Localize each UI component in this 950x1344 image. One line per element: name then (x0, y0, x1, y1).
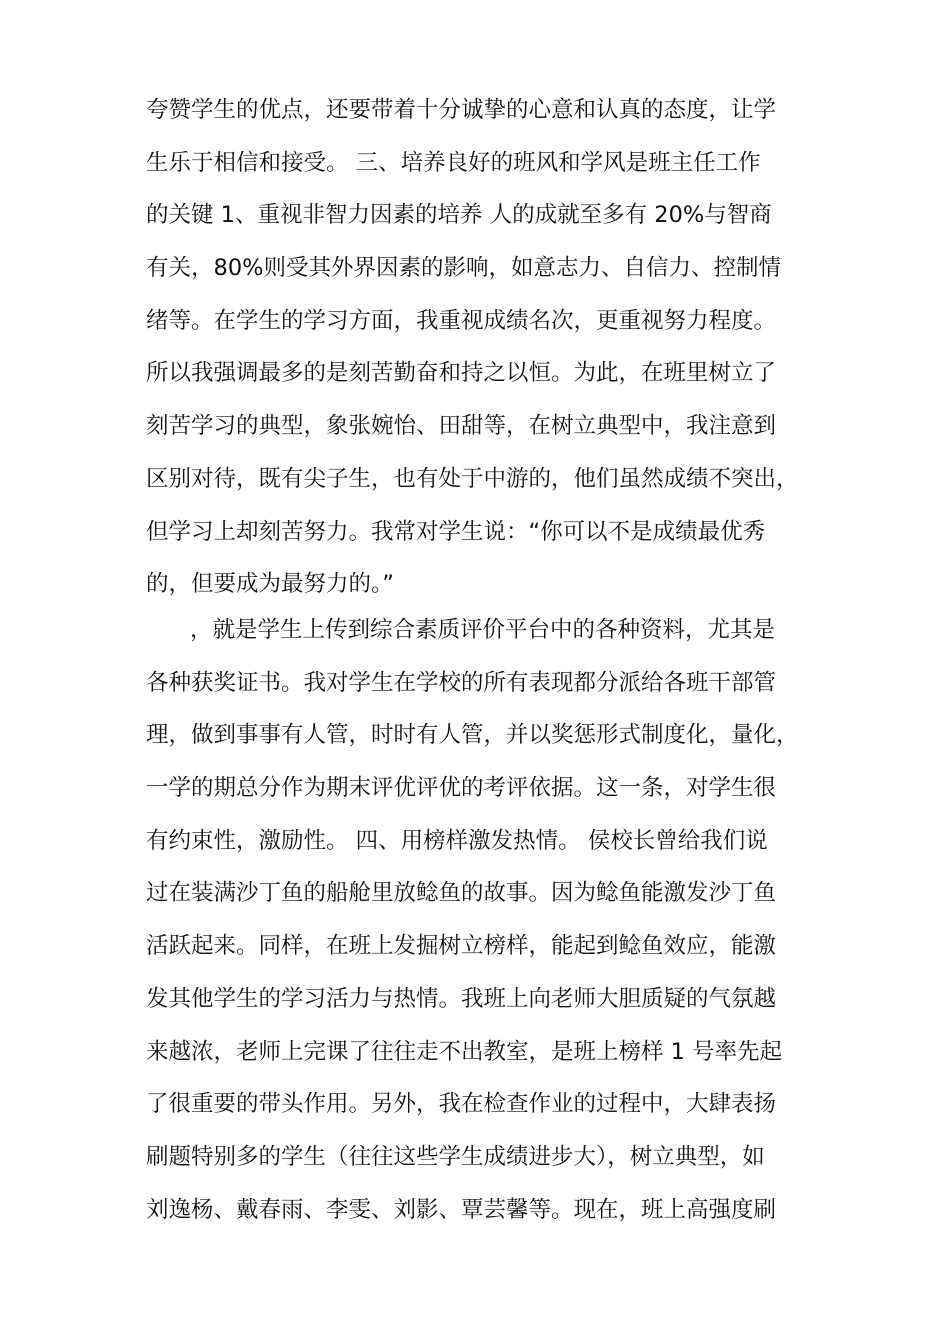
text-line: 活跃起来。同样，在班上发掘树立榜样，能起到鲶鱼效应，能激 (146, 933, 777, 960)
text-line: 来越浓，老师上完课了往往走不出教室，是班上榜样 1 号率先起 (146, 1038, 783, 1065)
text-line: 生乐于相信和接受。 三、培养良好的班风和学风是班主任工作 (146, 149, 761, 176)
text-line: ，就是学生上传到综合素质评价平台中的各种资料，尤其是 (190, 617, 776, 643)
text-line: 刘逸杨、戴春雨、李雯、刘影、覃芸馨等。现在，班上高强度刷 (146, 1196, 777, 1223)
text-line: 过在装满沙丁鱼的船舱里放鲶鱼的故事。因为鲶鱼能激发沙丁鱼 (146, 880, 777, 907)
text-line: 夸赞学生的优点，还要带着十分诚挚的心意和认真的态度，让学 (146, 97, 777, 123)
text-line: 但学习上却刻苦努力。我常对学生说：“你可以不是成绩最优秀 (146, 518, 766, 545)
paragraph-2 (146, 604, 818, 1236)
text-line: 刷题特别多的学生（往往这些学生成绩进步大），树立典型，如 (146, 1143, 765, 1170)
text-line: 的关键 1、重视非智力因素的培养 人的成就至多有 20%与智商 (146, 202, 772, 229)
text-line: 了很重要的带头作用。另外，我在检查作业的过程中，大肆表扬 (146, 1091, 777, 1118)
text-line: 有关，80%则受其外界因素的影响，如意志力、自信力、控制情 (146, 255, 782, 282)
text-line: 所以我强调最多的是刻苦勤奋和持之以恒。为此，在班里树立了 (146, 360, 777, 387)
text-line: 发其他学生的学习活力与热情。我班上向老师大胆质疑的气氛越 (146, 985, 777, 1012)
text-line: 绪等。在学生的学习方面，我重视成绩名次，更重视努力程度。 (146, 307, 777, 334)
text-line: 的，但要成为最努力的。” (146, 571, 394, 598)
text-line: 各种获奖证书。我对学生在学校的所有表现都分派给各班干部管 (146, 669, 777, 696)
paragraph-1 (146, 84, 818, 611)
text-line: 区别对待，既有尖子生，也有处于中游的，他们虽然成绩不突出， (146, 465, 799, 492)
text-line: 有约束性，激励性。 四、用榜样激发热情。 侯校长曾给我们说 (146, 827, 768, 854)
text-line: 一学的期总分作为期末评优评优的考评依据。这一条，对学生很 (146, 775, 777, 802)
text-line: 理，做到事事有人管，时时有人管，并以奖惩形式制度化，量化， (146, 722, 799, 749)
text-line: 刻苦学习的典型，象张婉怡、田甜等，在树立典型中，我注意到 (146, 413, 777, 440)
